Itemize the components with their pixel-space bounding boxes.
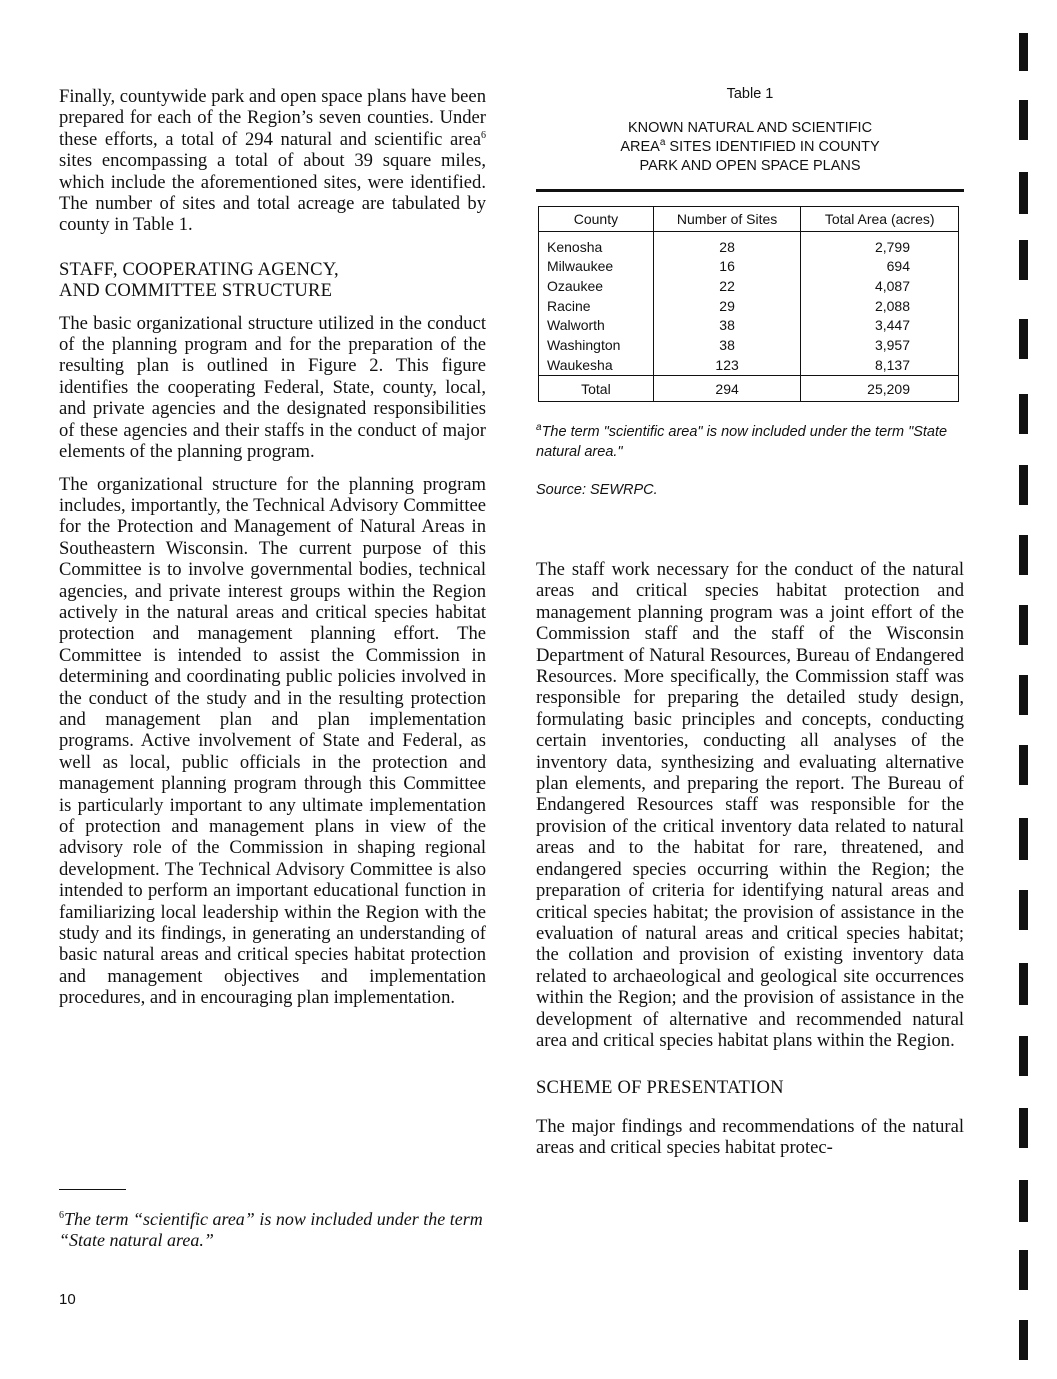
- committee-paragraph: The organizational structure for the planning program includes, importantly, the Technical Advisory Committee for the Protection and Management of Natural Areas in Southeastern Wisconsin. The current purpose of this Committee is to involve governmental bodies, technical agencies, and private interest groups within the Region actively in the natural areas and critical species habitat protection and management planning effort. The Committee is intended to assist the Commission in determining and coordinating public policies involved in the conduct of the study and in the resulting protection and management plan and plan implementation programs. Active involvement of State and Federal, as well as local, public officials in the protection and management planning program through this Committee is particularly important to any ultimate implementation of protection and management plans in view of the advisory role of the Commission in shaping regional development. The Technical Advisory Committee is also intended to perform an important educational function in familiarizing local leadership within the Region with the study and its findings, in generating an understanding of basic natural areas and critical species habitat protection and management objectives and implementation procedures, and in encouraging plan implementation.: [59, 473, 486, 1009]
- section-heading-staff: STAFF, COOPERATING AGENCY, AND COMMITTEE STRUCTURE: [59, 258, 339, 302]
- scan-marks: [1019, 0, 1031, 1379]
- left-column: [59, 86, 486, 1009]
- header-area: Total Area (acres): [801, 207, 959, 232]
- staff-paragraph: The staff work necessary for the conduct of the natural areas and critical species habitat protection and management planning program was a joint effort of the Commission staff and the staff of the Wisconsin Department of Natural Resources, Bureau of Endangered Resources. More specifically, the Commission staff was responsible for preparing the detailed study design, formulating basic principles and concepts, conducting certain inventories, conducting all analyses of the inventory data, synthesizing and evaluating alternative plan elements, and preparing the report. The Bureau of Endangered Resources staff was responsible for the provision of the critical inventory data related to natural areas and to the habitat for rare, threatened, and endangered species occurring within the Region; the preparation of criteria for identifying natural areas and critical species habitat; the provision of assistance in the evaluation of natural areas and critical species habitat; the collation and provision of existing inventory data related to archaeological and geological site occurrences within the Region; and the provision of assistance in the development of alternative and recommended natural area and critical species habitat plans within the Region.: [536, 559, 964, 1051]
- scheme-paragraph: The major findings and recommendations of the natural areas and critical species habitat protec-: [536, 1115, 964, 1159]
- table-total-row: Total 294 25,209: [539, 376, 959, 402]
- structure-paragraph: The basic organizational structure utilized in the conduct of the planning program and for the preparation of the resulting plan is outlined in Figure 2. This figure identifies the cooperating Federal, State, county, local, and private agencies and the designated responsibilities of these agencies and their staffs in the conduct of major elements of the planning program.: [59, 312, 486, 463]
- footnote-text: The term “scientific area” is now included under the term “State natural area.”: [59, 1209, 483, 1251]
- table-row: Walworth 38 3,447: [539, 316, 959, 336]
- header-sites: Number of Sites: [653, 207, 801, 232]
- table-footnote: $^a$The term "scientific area" is now included under the term "State natural area.": [536, 422, 948, 461]
- table-row: Washington 38 3,957: [539, 336, 959, 356]
- table-label: Table 1: [726, 86, 774, 102]
- table-header-row: [539, 207, 959, 232]
- intro-text-rest: sites encompassing a total of about 39 square miles, which include the aforementioned sites, were identified. The number of sites and total acreage are tabulated by county in Table 1.: [59, 150, 486, 236]
- table-row: Kenosha 28 2,799: [539, 238, 959, 258]
- table-title: KNOWN NATURAL AND SCIENTIFIC AREA$^a$ SITES IDENTIFIED IN COUNTY PARK AND OPEN SPACE PLANS: [620, 120, 880, 174]
- footnote-6: [59, 1209, 489, 1252]
- table-1: [536, 86, 964, 500]
- footnote-ref-6: 6: [481, 129, 486, 141]
- sites-table: [538, 206, 959, 402]
- table-row: Waukesha 123 8,137: [539, 356, 959, 376]
- footnote-divider: [59, 1189, 126, 1190]
- table-source: Source: SEWRPC.: [536, 482, 658, 499]
- table-row: Ozaukee 22 4,087: [539, 277, 959, 297]
- page-number: 10: [59, 1291, 76, 1308]
- header-county: County: [539, 207, 654, 232]
- table-row: Racine 29 2,088: [539, 297, 959, 317]
- intro-paragraph: [59, 86, 486, 236]
- right-column-text: [536, 559, 964, 1159]
- intro-text: Finally, countywide park and open space plans have been prepared for each of the Region’s seven counties. Under these efforts, a total of 294 natural and scientific area: [59, 86, 486, 150]
- section-heading-scheme: SCHEME OF PRESENTATION: [536, 1077, 784, 1099]
- footnote-mark: 6: [59, 1210, 64, 1221]
- table-row: Milwaukee 16 694: [539, 257, 959, 277]
